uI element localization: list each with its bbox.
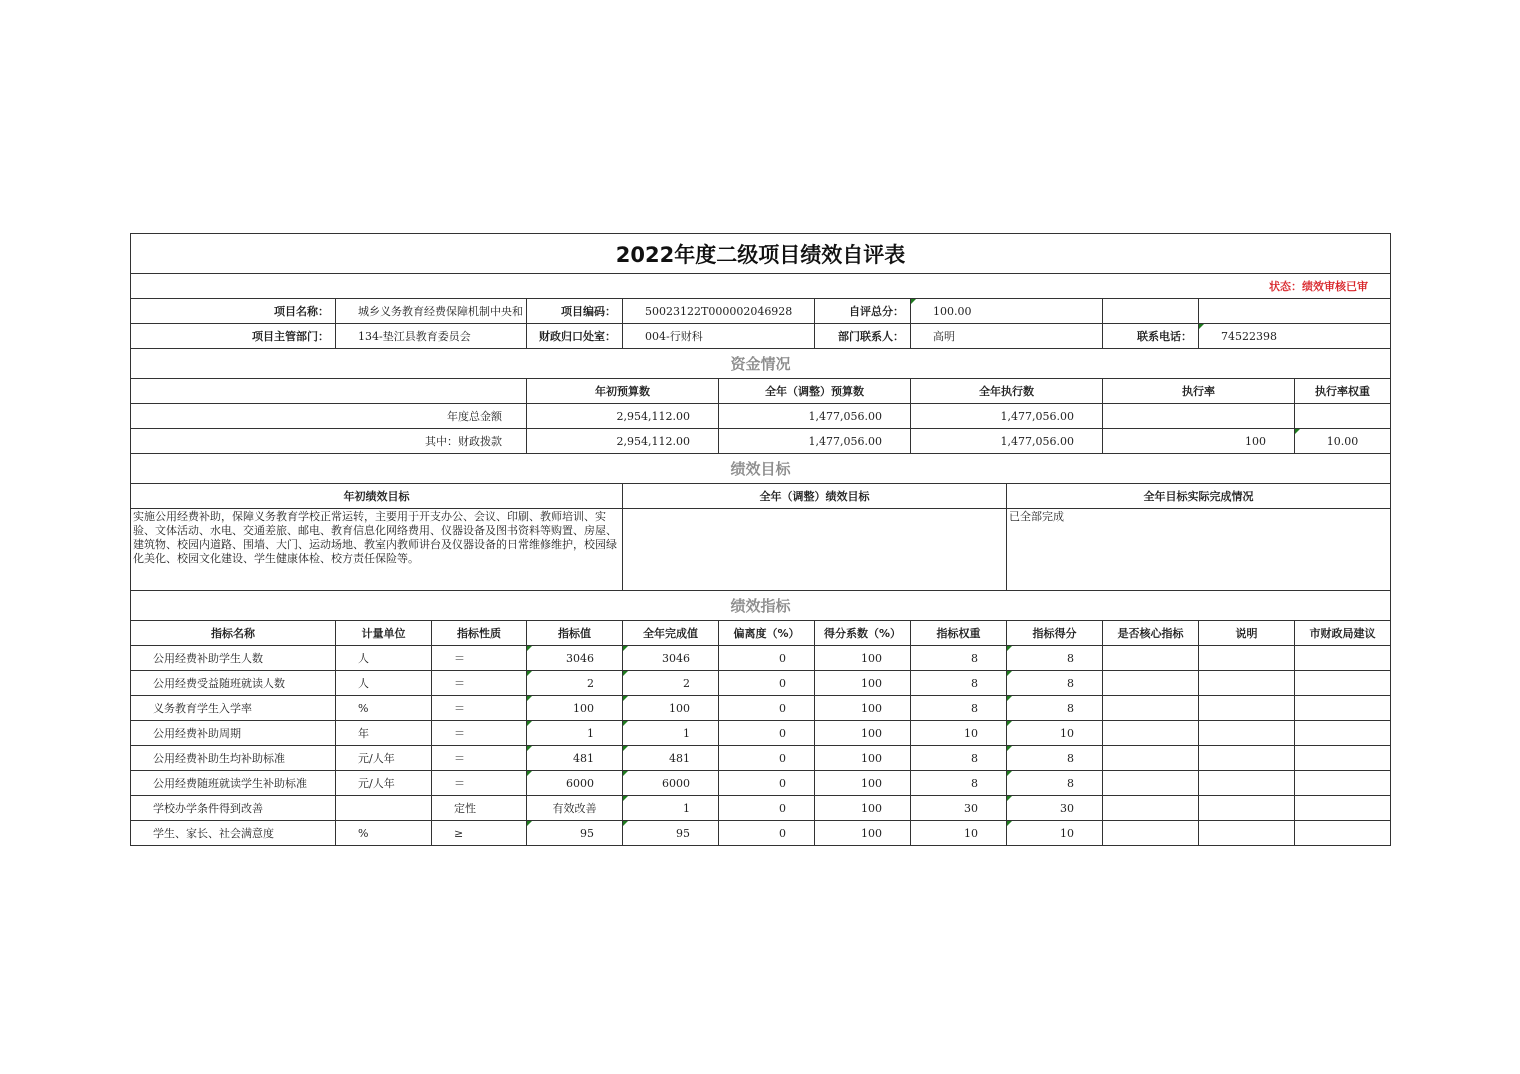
indicator-coefficient: 100 [815,696,911,721]
funds-header-row [131,379,1391,404]
indicator-note [1199,821,1295,846]
indicator-weight: 30 [911,796,1007,821]
funds-header: 年初预算数 [527,379,719,404]
indicator-actual: 1 [623,796,719,821]
indicator-name: 学生、家长、社会满意度 [131,821,336,846]
indicator-note [1199,796,1295,821]
funds-rate: 100 [1103,429,1295,454]
indicator-name: 学校办学条件得到改善 [131,796,336,821]
indicator-row [131,771,1391,796]
funds-row [131,429,1391,454]
goals-header: 全年目标实际完成情况 [1007,484,1391,509]
indicator-target: 481 [527,746,623,771]
indicator-name: 公用经费补助学生人数 [131,646,336,671]
indicator-actual: 100 [623,696,719,721]
indicator-nature: ＝ [432,721,527,746]
indicator-target: 95 [527,821,623,846]
indicator-header: 是否核心指标 [1103,621,1199,646]
indicator-note [1199,671,1295,696]
indicator-actual: 1 [623,721,719,746]
sheet-title: 2022年度二级项目绩效自评表 [131,234,1391,274]
indicator-unit: 元/人年 [336,771,432,796]
indicator-unit: 人 [336,671,432,696]
indicator-name: 公用经费随班就读学生补助标准 [131,771,336,796]
indicator-core [1103,646,1199,671]
funds-executed: 1,477,056.00 [911,429,1103,454]
funds-header: 执行率权重 [1295,379,1391,404]
dept-value: 134-垫江县教育委员会 [336,324,527,349]
indicator-header: 指标名称 [131,621,336,646]
indicator-score: 8 [1007,746,1103,771]
indicator-core [1103,721,1199,746]
indicator-row [131,796,1391,821]
score-label: 自评总分： [815,299,911,324]
indicator-core [1103,771,1199,796]
indicator-row [131,821,1391,846]
indicator-weight: 10 [911,821,1007,846]
indicator-row [131,746,1391,771]
funds-executed: 1,477,056.00 [911,404,1103,429]
funds-weight [1295,404,1391,429]
indicator-header: 全年完成值 [623,621,719,646]
indicator-nature: 定性 [432,796,527,821]
goals-header: 年初绩效目标 [131,484,623,509]
indicator-actual: 3046 [623,646,719,671]
indicator-advice [1295,696,1391,721]
performance-evaluation-sheet [130,233,1391,846]
indicator-coefficient: 100 [815,771,911,796]
indicator-score: 8 [1007,771,1103,796]
empty-cell [1103,299,1199,324]
indicator-name: 公用经费受益随班就读人数 [131,671,336,696]
indicator-target: 6000 [527,771,623,796]
info-row-1 [131,299,1391,324]
indicator-actual: 2 [623,671,719,696]
indicator-target: 有效改善 [527,796,623,821]
phone-value: 74522398 [1199,324,1391,349]
indicator-nature: ＝ [432,696,527,721]
indicator-nature: ＝ [432,671,527,696]
indicator-header: 得分系数（%） [815,621,911,646]
funds-row-label: 年度总金额 [131,404,527,429]
indicator-header: 市财政局建议 [1295,621,1391,646]
indicator-header: 指标值 [527,621,623,646]
funds-adjusted: 1,477,056.00 [719,404,911,429]
score-value: 100.00 [911,299,1103,324]
indicator-deviation: 0 [719,721,815,746]
actual-completion-text: 已全部完成 [1007,509,1391,591]
indicator-nature: ≥ [432,821,527,846]
indicator-weight: 8 [911,746,1007,771]
funds-adjusted: 1,477,056.00 [719,429,911,454]
indicator-nature: ＝ [432,771,527,796]
indicator-coefficient: 100 [815,671,911,696]
funds-header: 执行率 [1103,379,1295,404]
indicator-weight: 8 [911,771,1007,796]
info-row-2 [131,324,1391,349]
funds-row [131,404,1391,429]
indicator-note [1199,646,1295,671]
indicator-weight: 10 [911,721,1007,746]
indicator-actual: 6000 [623,771,719,796]
indicator-deviation: 0 [719,746,815,771]
project-code-value: 50023122T000002046928 [623,299,815,324]
indicator-score: 10 [1007,821,1103,846]
indicator-note [1199,721,1295,746]
indicator-row [131,671,1391,696]
indicator-score: 8 [1007,696,1103,721]
indicator-header: 计量单位 [336,621,432,646]
contact-label: 部门联系人： [815,324,911,349]
indicator-unit: 元/人年 [336,746,432,771]
indicator-unit: % [336,821,432,846]
indicator-coefficient: 100 [815,646,911,671]
indicator-deviation: 0 [719,696,815,721]
indicator-core [1103,821,1199,846]
indicator-coefficient: 100 [815,796,911,821]
indicator-deviation: 0 [719,646,815,671]
indicator-target: 2 [527,671,623,696]
contact-value: 高明 [911,324,1103,349]
project-name-label: 项目名称： [131,299,336,324]
funds-section-title: 资金情况 [131,349,1391,379]
indicator-advice [1295,721,1391,746]
dept-label: 项目主管部门： [131,324,336,349]
project-code-label: 项目编码： [527,299,623,324]
funds-rate [1103,404,1295,429]
indicator-deviation: 0 [719,771,815,796]
indicator-weight: 8 [911,696,1007,721]
funds-header: 全年（调整）预算数 [719,379,911,404]
indicator-unit: % [336,696,432,721]
indicator-row [131,696,1391,721]
indicator-score: 10 [1007,721,1103,746]
indicator-nature: ＝ [432,646,527,671]
indicator-unit: 人 [336,646,432,671]
funds-row-label: 其中：财政拨款 [131,429,527,454]
initial-goal-text: 实施公用经费补助，保障义务教育学校正常运转，主要用于开支办公、会议、印刷、教师培训、实验、文体活动、水电、交通差旅、邮电、教育信息化网络费用、仪器设备及图书资料等购置、房屋、建筑物、校园内道路、围墙、大门、运动场地、教室内教师讲台及仪器设备的日常维修维护，校园绿化美化、校园文化建设、学生健康体检、校方责任保险等。 [131,509,623,591]
indicator-target: 3046 [527,646,623,671]
indicator-coefficient: 100 [815,721,911,746]
indicator-actual: 481 [623,746,719,771]
indicator-core [1103,696,1199,721]
office-label: 财政归口处室： [527,324,623,349]
indicator-score: 30 [1007,796,1103,821]
indicator-note [1199,696,1295,721]
indicator-name: 公用经费补助周期 [131,721,336,746]
indicator-advice [1295,771,1391,796]
indicator-header: 说明 [1199,621,1295,646]
indicator-core [1103,671,1199,696]
indicator-deviation: 0 [719,671,815,696]
indicator-row [131,721,1391,746]
indicator-core [1103,746,1199,771]
indicator-header: 指标权重 [911,621,1007,646]
indicator-advice [1295,746,1391,771]
indicator-advice [1295,796,1391,821]
office-value: 004-行财科 [623,324,815,349]
indicator-note [1199,746,1295,771]
indicator-deviation: 0 [719,796,815,821]
indicator-header: 指标性质 [432,621,527,646]
funds-header: 全年执行数 [911,379,1103,404]
indicator-score: 8 [1007,671,1103,696]
goals-header-row [131,484,1391,509]
indicator-weight: 8 [911,646,1007,671]
indicator-header: 指标得分 [1007,621,1103,646]
empty-cell [1199,299,1391,324]
indicator-unit: 年 [336,721,432,746]
indicator-coefficient: 100 [815,746,911,771]
indicator-target: 1 [527,721,623,746]
funds-weight: 10.00 [1295,429,1391,454]
indicator-unit [336,796,432,821]
indicator-header: 偏离度（%） [719,621,815,646]
indicator-row [131,646,1391,671]
empty-cell [131,379,527,404]
indicator-name: 公用经费补助生均补助标准 [131,746,336,771]
indicator-note [1199,771,1295,796]
indicator-target: 100 [527,696,623,721]
goals-header: 全年（调整）绩效目标 [623,484,1007,509]
adjusted-goal-text [623,509,1007,591]
indicator-score: 8 [1007,646,1103,671]
indicator-advice [1295,821,1391,846]
indicator-coefficient: 100 [815,821,911,846]
phone-label: 联系电话： [1103,324,1199,349]
indicator-deviation: 0 [719,821,815,846]
indicator-actual: 95 [623,821,719,846]
indicator-nature: ＝ [432,746,527,771]
goals-section-title: 绩效目标 [131,454,1391,484]
indicators-header-row [131,621,1391,646]
status-label: 状态：绩效审核已审 [131,274,1391,299]
funds-initial: 2,954,112.00 [527,429,719,454]
indicators-section-title: 绩效指标 [131,591,1391,621]
indicator-advice [1295,671,1391,696]
project-name-value: 城乡义务教育经费保障机制中央和 [336,299,527,324]
funds-initial: 2,954,112.00 [527,404,719,429]
indicator-name: 义务教育学生入学率 [131,696,336,721]
goals-content-row [131,509,1391,591]
indicator-weight: 8 [911,671,1007,696]
indicator-core [1103,796,1199,821]
indicator-advice [1295,646,1391,671]
